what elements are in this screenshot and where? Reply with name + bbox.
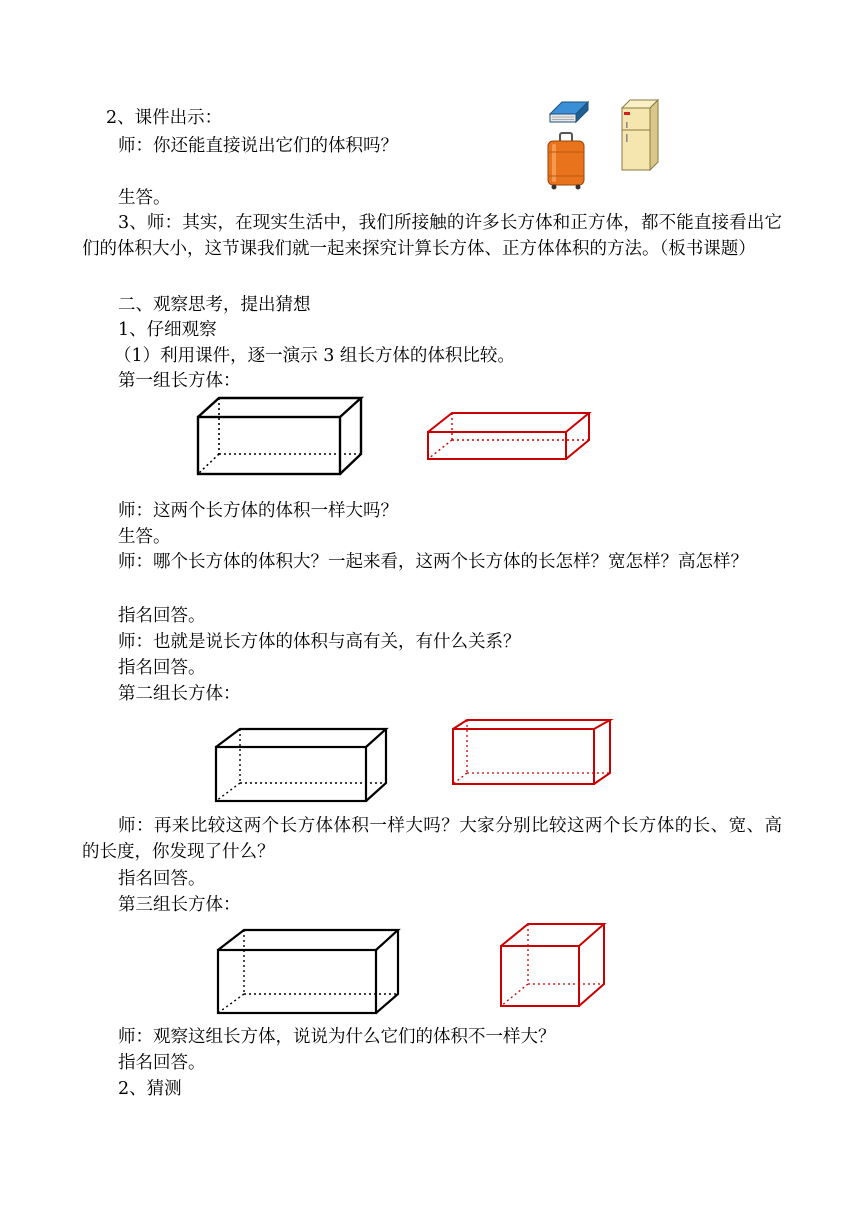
group1-black-cuboid [190,394,366,478]
paragraph-teacher-intro: 3、师：其实，在现实生活中，我们所接触的许多长方体和正方体，都不能直接看出它们的体积大小，这节课我们就一起来探究计算长方体、正方体体积的方法。（板书课题） [82,213,782,259]
label-group-2: 第二组长方体： [118,684,241,704]
paragraph-teacher-compare-2: 师：再来比较这两个长方体体积一样大吗？大家分别比较这两个长方体的长、宽、高的长度，你发现了什么？ [82,816,782,862]
paragraph-teacher-compare: 师：哪个长方体的体积大？一起来看，这两个长方体的长怎样？宽怎样？高怎样？ [118,552,748,572]
line-student-answer-1: 生答。 [118,188,171,208]
line-name-answer-3: 指名回答。 [118,869,206,889]
line-student-answer-2: 生答。 [118,527,171,547]
line-teacher-question-2: 师：这两个长方体的体积一样大吗？ [118,501,398,521]
label-group-1: 第一组长方体： [118,371,241,391]
subheading-observe-carefully: 1、仔细观察 [118,320,217,340]
group2-black-cuboid [210,725,390,805]
subheading-guess: 2、猜测 [118,1079,182,1099]
group3-red-cube [496,920,608,1010]
group1-red-cuboid [422,408,594,462]
line-teacher-question-4: 师：观察这组长方体，说说为什么它们的体积不一样大？ [118,1027,556,1047]
line-name-answer-2: 指名回答。 [118,658,206,678]
line-courseware: 2、课件出示： [106,108,223,128]
line-name-answer-1: 指名回答。 [118,606,206,626]
book-icon [548,98,590,126]
line-teacher-question-3: 师：也就是说长方体的体积与高有关，有什么关系？ [118,632,521,652]
label-group-3: 第三组长方体： [118,895,241,915]
section-heading-observe: 二、观察思考，提出猜想 [118,295,311,315]
group2-red-cuboid [448,716,616,788]
suitcase-icon [546,132,586,190]
fridge-icon [618,100,660,174]
line-teacher-question-1: 师：你还能直接说出它们的体积吗？ [118,136,398,156]
line-name-answer-4: 指名回答。 [118,1053,206,1073]
line-demo: （1）利用课件，逐一演示 3 组长方体的体积比较。 [114,346,515,366]
group3-black-cuboid [212,926,402,1018]
